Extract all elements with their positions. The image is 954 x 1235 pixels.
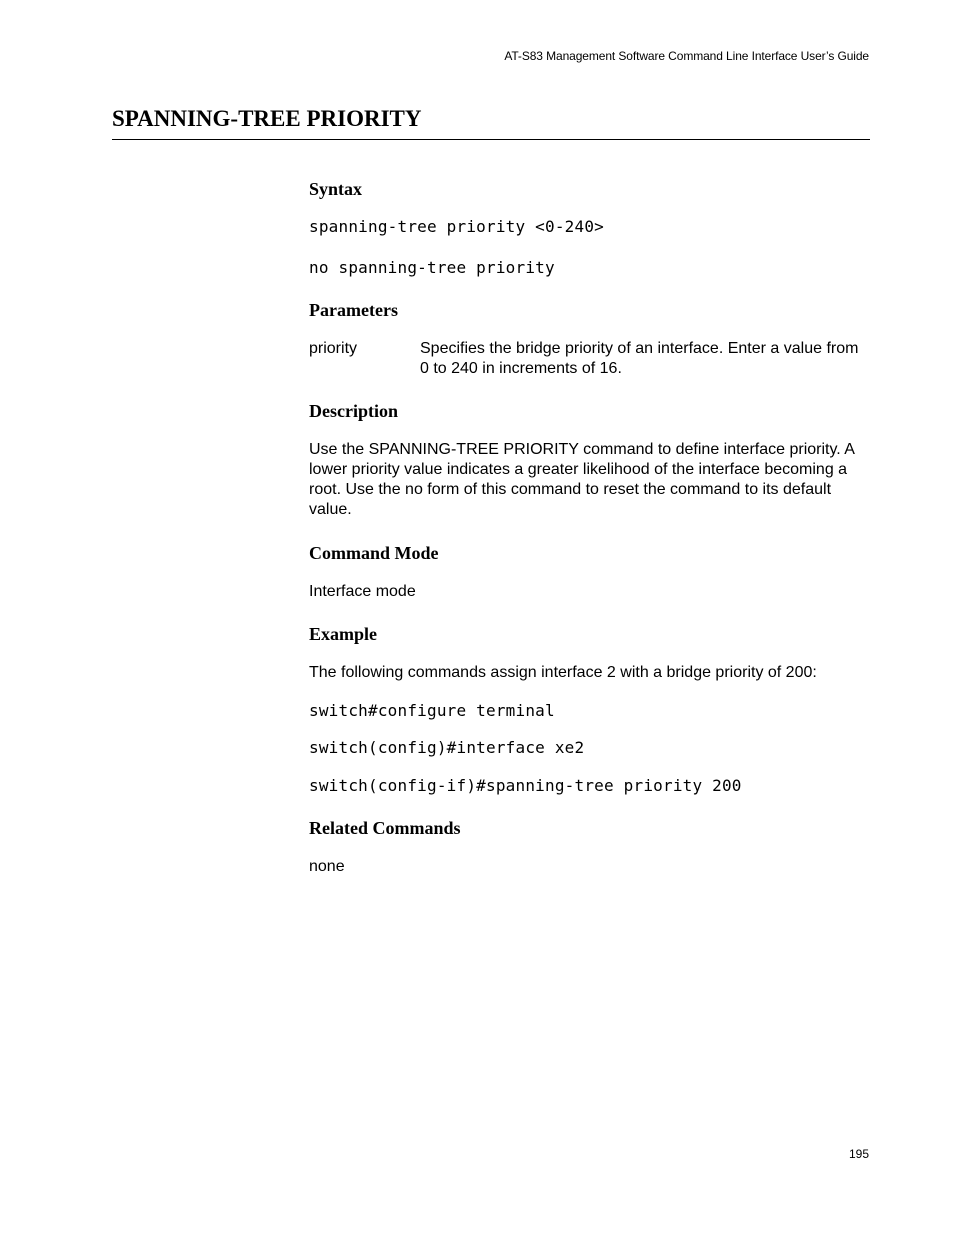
parameters-heading: Parameters xyxy=(309,300,398,320)
example-heading: Example xyxy=(309,624,378,644)
syntax-line: no spanning-tree priority xyxy=(309,258,555,277)
parameter-description: Specifies the bridge priority of an interface. Enter a value from 0 to 240 in increments of 16. xyxy=(420,340,859,377)
parameter-name: priority xyxy=(309,340,358,357)
related-commands-heading: Related Commands xyxy=(309,818,461,838)
example-intro: The following commands assign interface 2 with a bridge priority of 200: xyxy=(309,664,817,681)
syntax-heading: Syntax xyxy=(309,179,363,199)
title-divider xyxy=(112,139,870,140)
page-number: 195 xyxy=(848,1147,869,1161)
related-commands-text: none xyxy=(309,858,345,875)
command-mode-heading: Command Mode xyxy=(309,543,439,563)
example-command-line: switch#configure terminal xyxy=(309,701,555,720)
running-header: AT-S83 Management Software Command Line Interface User’s Guide xyxy=(504,49,869,63)
description-heading: Description xyxy=(309,401,398,421)
page-title: SPANNING-TREE PRIORITY xyxy=(112,106,422,131)
syntax-line: spanning-tree priority <0-240> xyxy=(309,217,604,236)
command-mode-text: Interface mode xyxy=(309,583,416,600)
description-text: Use the SPANNING-TREE PRIORITY command to define interface priority. A lower priority value indicates a greater likelihood of the interface becoming a root. Use the no form of this command to reset the command to its default value. xyxy=(309,441,855,518)
example-command-line: switch(config-if)#spanning-tree priority 200 xyxy=(309,776,742,795)
example-command-line: switch(config)#interface xe2 xyxy=(309,738,585,757)
